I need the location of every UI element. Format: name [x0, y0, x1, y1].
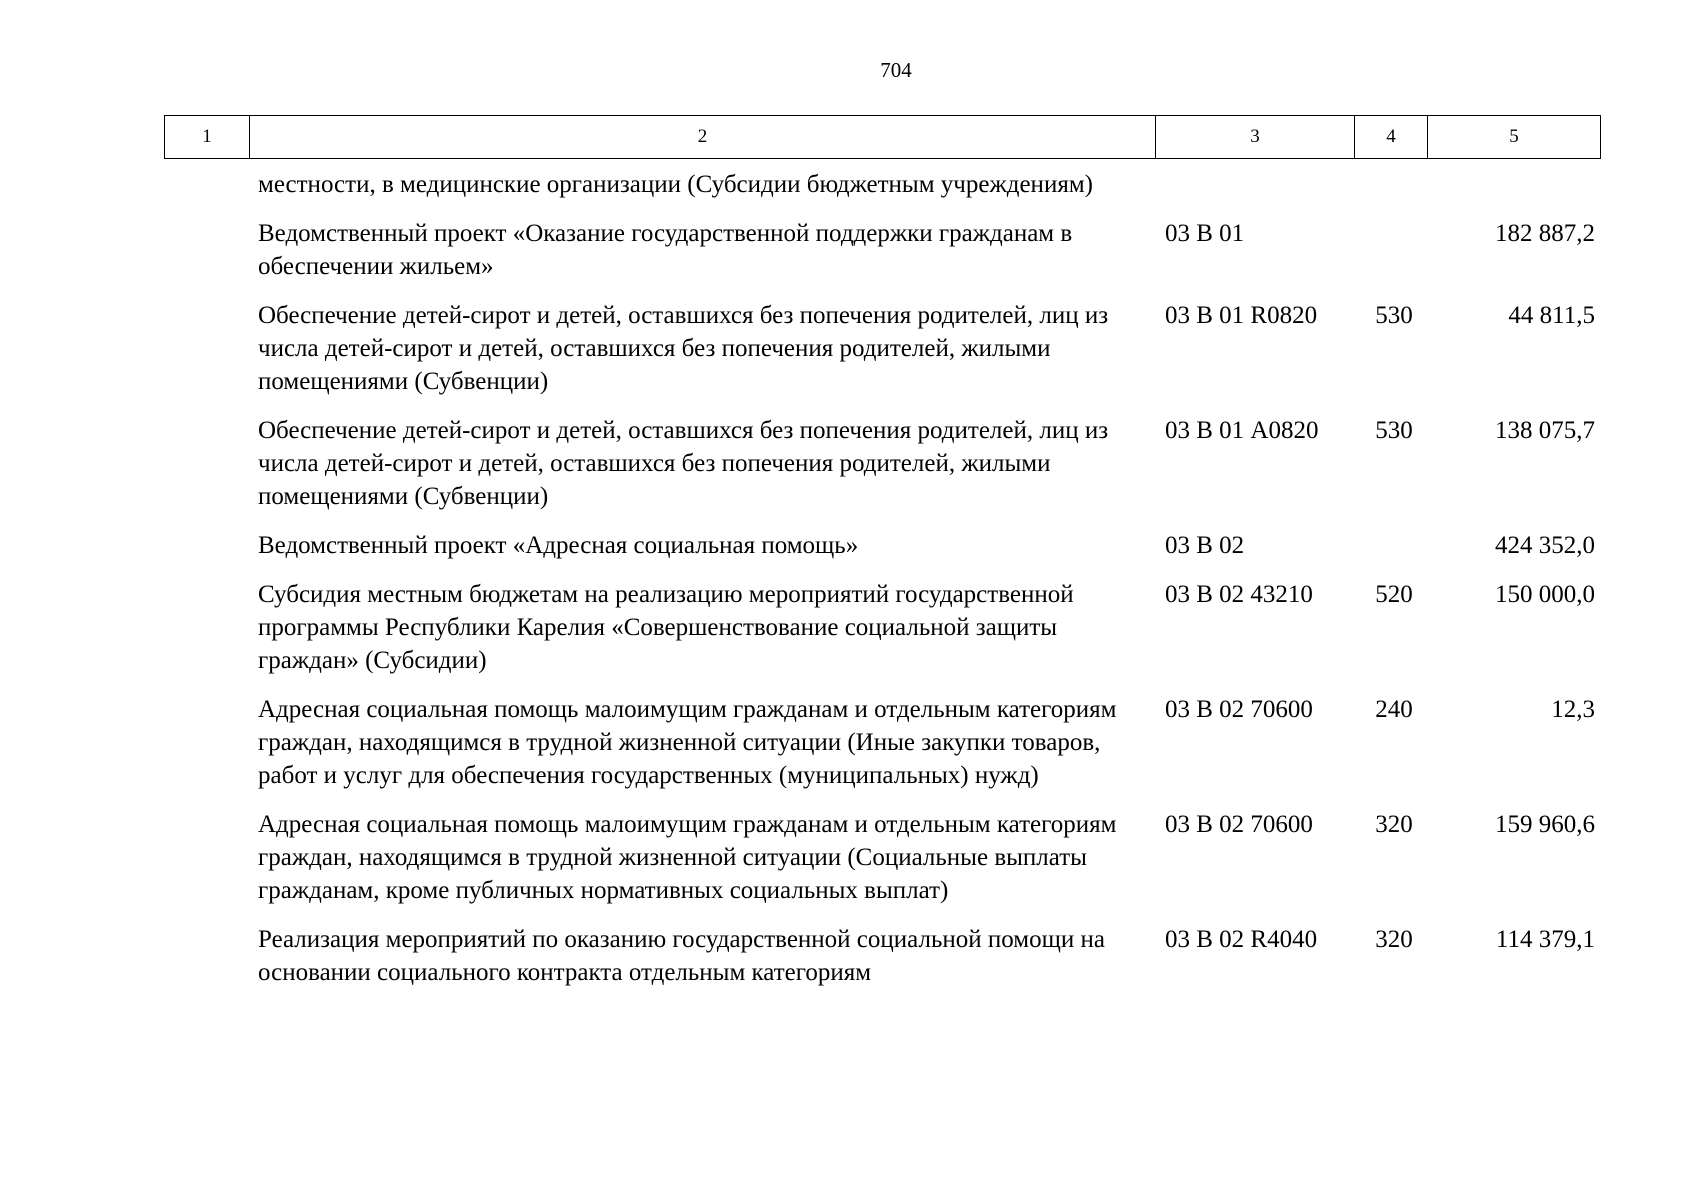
- row-type: 530: [1375, 302, 1413, 329]
- row-code: 03 В 02 R4040: [1165, 926, 1318, 953]
- table-row: [164, 923, 1607, 989]
- row-amount: 182 887,2: [1495, 220, 1595, 247]
- row-code: 03 В 01: [1165, 220, 1245, 247]
- table-row: [164, 578, 1607, 677]
- row-type: 520: [1375, 581, 1413, 608]
- row-name: Ведомственный проект «Адресная социальная помощь»: [258, 532, 859, 559]
- row-amount: 114 379,1: [1495, 926, 1595, 953]
- column-header-row: [165, 116, 1601, 159]
- row-type: [1357, 529, 1431, 562]
- row-type: 530: [1375, 417, 1413, 444]
- row-code: 03 В 01 R0820: [1165, 302, 1318, 329]
- table-row: [164, 217, 1607, 283]
- row-type: 320: [1375, 926, 1413, 953]
- row-code: 03 В 01 А0820: [1165, 417, 1319, 444]
- row-name: местности, в медицинские организации (Субсидии бюджетным учреждениям): [258, 171, 1093, 198]
- row-amount: 150 000,0: [1495, 581, 1595, 608]
- table-row: [164, 414, 1607, 513]
- row-type: 240: [1375, 696, 1413, 723]
- row-code: 03 В 02 43210: [1165, 581, 1313, 608]
- row-amount: 44 811,5: [1508, 302, 1595, 329]
- column-header-4: 4: [1355, 116, 1428, 159]
- table-row: [164, 808, 1607, 907]
- row-name: Обеспечение детей-сирот и детей, оставшихся без попечения родителей, лиц из числа детей-сирот и детей, оставшихся без попечения родителей, жилыми помещениями (Субвенции): [258, 302, 1109, 395]
- row-type: [1357, 168, 1431, 201]
- column-header-table: [164, 115, 1601, 159]
- column-header-3: 3: [1156, 116, 1355, 159]
- row-amount: 159 960,6: [1495, 811, 1595, 838]
- row-code: 03 В 02 70600: [1165, 696, 1313, 723]
- row-code: 03 В 02: [1165, 532, 1245, 559]
- row-name: Реализация мероприятий по оказанию государственной социальной помощи на основании социального контракта отдельным категориям: [258, 926, 1105, 986]
- row-amount: 138 075,7: [1495, 417, 1595, 444]
- row-name: Обеспечение детей-сирот и детей, оставшихся без попечения родителей, лиц из числа детей-сирот и детей, оставшихся без попечения родителей, жилыми помещениями (Субвенции): [258, 417, 1109, 510]
- column-header-1: 1: [165, 116, 250, 159]
- row-amount: 424 352,0: [1495, 532, 1595, 559]
- row-name: Адресная социальная помощь малоимущим гражданам и отдельным категориям граждан, находящимся в трудной жизненной ситуации (Иные закупки товаров, работ и услуг для обеспечения государственных (муниципальных) нужд): [258, 696, 1117, 789]
- table-row: [164, 529, 1607, 562]
- row-type: 320: [1375, 811, 1413, 838]
- column-header-5: 5: [1428, 116, 1601, 159]
- row-code: 03 В 02 70600: [1165, 811, 1313, 838]
- table-row: [164, 168, 1607, 201]
- row-amount: [1431, 168, 1603, 201]
- table-row: [164, 299, 1607, 398]
- row-code: [1157, 168, 1357, 201]
- row-name: Ведомственный проект «Оказание государственной поддержки гражданам в обеспечении жильем»: [258, 220, 1073, 280]
- budget-table-body: [164, 168, 1607, 1005]
- table-row: [164, 693, 1607, 792]
- column-header-2: 2: [250, 116, 1156, 159]
- row-name: Субсидия местным бюджетам на реализацию мероприятий государственной программы Республики Карелия «Совершенствование социальной защиты граждан» (Субсидии): [258, 581, 1074, 674]
- page-number: 704: [880, 58, 912, 82]
- row-name: Адресная социальная помощь малоимущим гражданам и отдельным категориям граждан, находящимся в трудной жизненной ситуации (Социальные выплаты гражданам, кроме публичных нормативных социальных выплат): [258, 811, 1117, 904]
- row-type: [1357, 217, 1431, 283]
- row-amount: 12,3: [1551, 696, 1595, 723]
